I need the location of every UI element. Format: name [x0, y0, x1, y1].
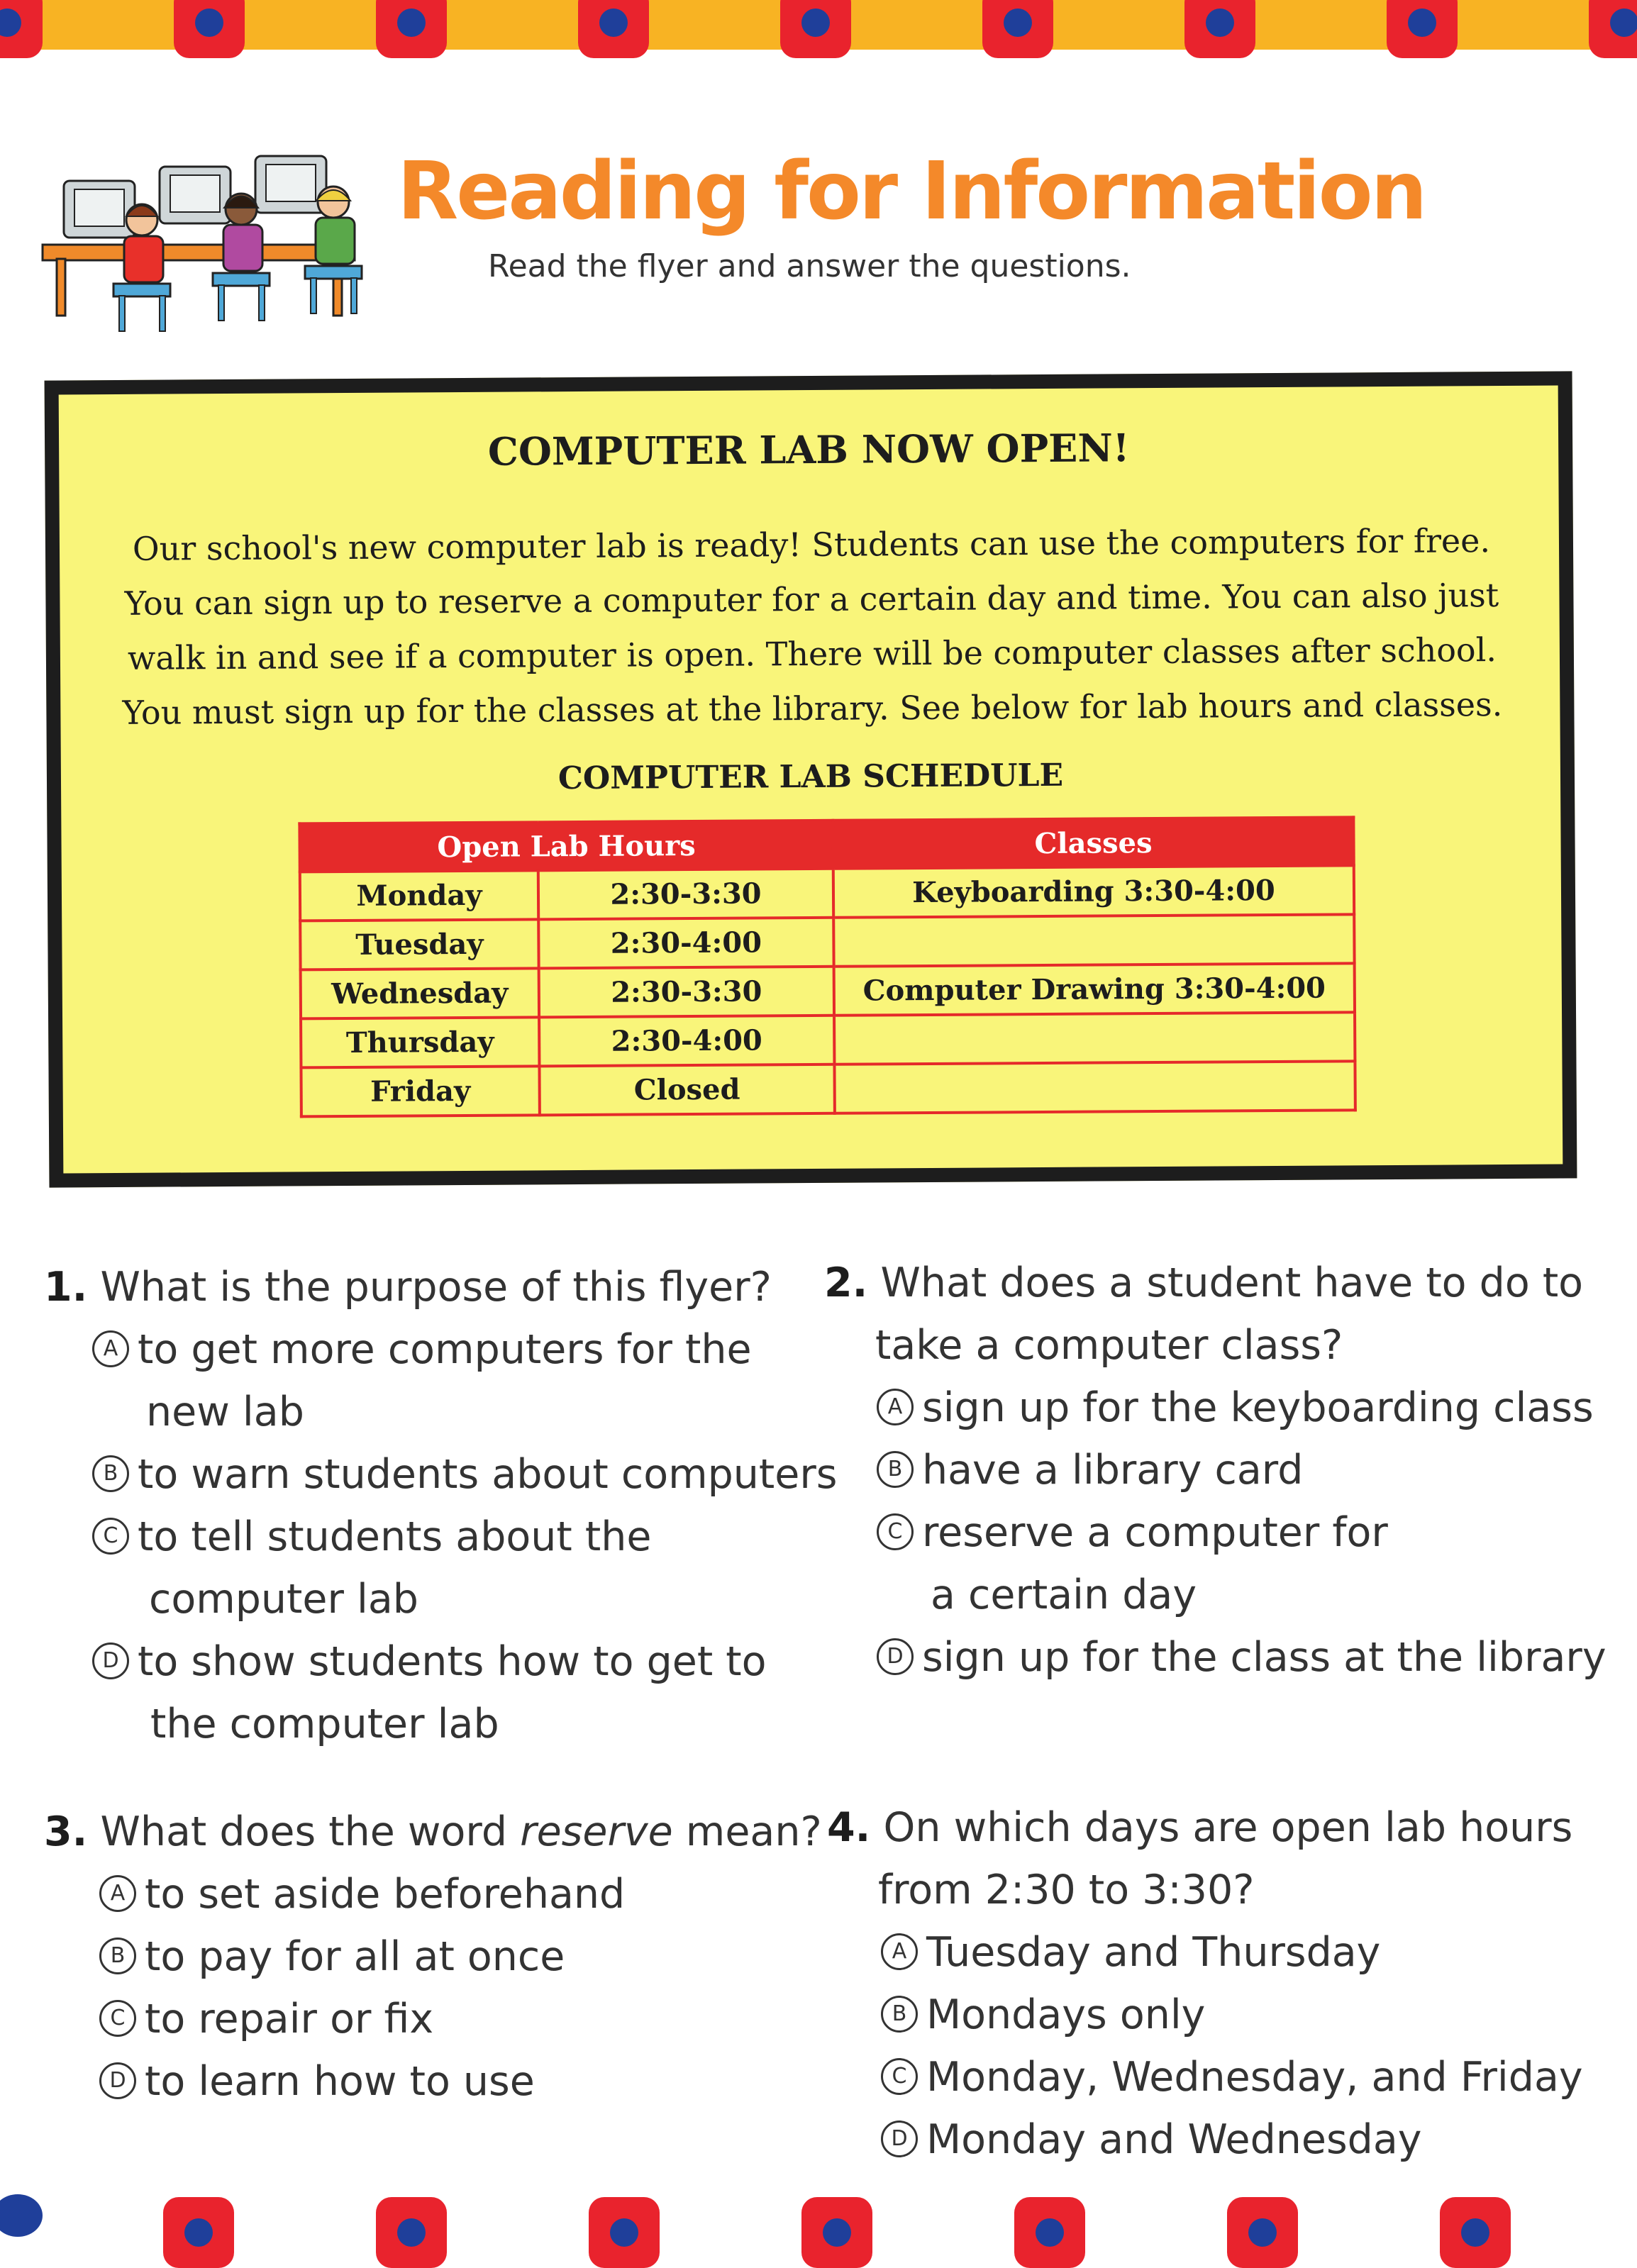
dot-tile: [982, 0, 1053, 58]
option-text: have a library card: [922, 1447, 1304, 1494]
table-row: [301, 1061, 1355, 1116]
option-text-continued: computer lab: [149, 1576, 418, 1623]
question-text: What does a student have to do to: [880, 1260, 1584, 1306]
dot-tile: [376, 2197, 447, 2268]
dot-tile: [174, 0, 245, 58]
answer-bubble[interactable]: B: [881, 1996, 918, 2033]
option-text: Mondays only: [926, 1991, 1206, 2038]
question-number: 1.: [44, 1264, 88, 1311]
question-stem: [824, 1260, 1583, 1306]
answer-bubble[interactable]: C: [99, 2000, 136, 2037]
hours-cell: 2:30-4:00: [539, 1016, 834, 1067]
day-cell: Wednesday: [301, 968, 539, 1018]
question-text: What is the purpose of this flyer?: [100, 1264, 772, 1311]
question-text: mean?: [672, 1808, 822, 1855]
answer-option-c[interactable]: [877, 1509, 1388, 1556]
option-text: Tuesday and Thursday: [926, 1929, 1381, 1976]
answer-bubble[interactable]: B: [877, 1451, 914, 1488]
answer-bubble[interactable]: D: [92, 1642, 129, 1679]
flyer-title: COMPUTER LAB NOW OPEN!: [487, 425, 1130, 474]
hours-cell: 2:30-4:00: [538, 918, 833, 969]
question-stem: [827, 1804, 1572, 1851]
class-cell: [834, 1061, 1355, 1113]
flyer: [45, 371, 1577, 1187]
class-cell: Computer Drawing 3:30-4:00: [834, 963, 1355, 1015]
flyer-line: You must sign up for the classes at the library. See below for lab hours and classes.: [122, 685, 1503, 732]
answer-bubble[interactable]: B: [92, 1455, 129, 1492]
day-cell: Thursday: [301, 1017, 539, 1067]
option-text-continued: the computer lab: [150, 1701, 499, 1747]
question-stem: [44, 1808, 822, 1855]
answer-option-d[interactable]: [877, 1634, 1607, 1681]
option-text: to get more computers for the: [138, 1326, 752, 1373]
answer-bubble[interactable]: D: [99, 2062, 136, 2099]
question-keyword: reserve: [520, 1808, 673, 1855]
hours-cell: 2:30-3:30: [539, 967, 834, 1018]
answer-option-d[interactable]: [881, 2116, 1422, 2163]
option-text: sign up for the keyboarding class: [922, 1384, 1594, 1431]
hours-cell: 2:30-3:30: [538, 869, 833, 920]
option-text: reserve a computer for: [922, 1509, 1388, 1556]
answer-bubble[interactable]: D: [877, 1638, 914, 1675]
class-cell: [834, 1012, 1355, 1064]
answer-option-a[interactable]: [99, 1871, 625, 1918]
dot-tile: [578, 0, 649, 58]
kids-at-computers-illustration: [35, 145, 369, 337]
day-cell: Monday: [300, 870, 538, 921]
column-header: Open Lab Hours: [299, 821, 833, 872]
dot-tile: [1440, 2197, 1511, 2268]
dot-tile: [801, 2197, 872, 2268]
answer-option-d[interactable]: [99, 2058, 535, 2105]
question-stem: [44, 1264, 772, 1311]
day-cell: Friday: [301, 1066, 539, 1116]
option-text: Monday and Wednesday: [926, 2116, 1422, 2163]
hours-cell: Closed: [539, 1064, 834, 1116]
answer-option-a[interactable]: [877, 1384, 1594, 1431]
table-row: [300, 914, 1354, 969]
option-text-continued: a certain day: [931, 1572, 1197, 1618]
dot-tile: [1227, 2197, 1298, 2268]
answer-bubble[interactable]: A: [877, 1389, 914, 1425]
dot-tile: [163, 2197, 234, 2268]
answer-option-a[interactable]: [881, 1929, 1380, 1976]
option-text: to repair or fix: [145, 1996, 434, 2042]
option-text: to set aside beforehand: [145, 1871, 626, 1918]
answer-option-b[interactable]: [877, 1447, 1303, 1494]
table-row: [301, 963, 1355, 1018]
class-cell: Keyboarding 3:30-4:00: [833, 865, 1354, 917]
answer-bubble[interactable]: A: [92, 1330, 129, 1367]
option-text: to learn how to use: [145, 2058, 535, 2105]
dot-tile: [1387, 0, 1458, 58]
question-text: What does the word: [100, 1808, 521, 1855]
option-text-continued: new lab: [146, 1389, 304, 1435]
option-text: to tell students about the: [138, 1513, 652, 1560]
option-text: to warn students about computers: [138, 1451, 838, 1498]
dot-tile: [780, 0, 851, 58]
flyer-line: walk in and see if a computer is open. There will be computer classes after school.: [127, 630, 1497, 677]
answer-option-d[interactable]: [92, 1638, 767, 1685]
dot-tile: [1589, 0, 1637, 58]
flyer-body: [102, 513, 1522, 740]
flyer-line: You can sign up to reserve a computer for a certain day and time. You can also just: [124, 576, 1499, 623]
page-subtitle: Read the flyer and answer the questions.: [488, 248, 1131, 284]
day-cell: Tuesday: [300, 919, 538, 969]
question-text-continued: from 2:30 to 3:30?: [878, 1867, 1255, 1913]
dot-tile: [1014, 2197, 1085, 2268]
answer-option-b[interactable]: [881, 1991, 1205, 2038]
option-text: to pay for all at once: [145, 1933, 565, 1980]
answer-option-b[interactable]: [99, 1933, 565, 1980]
question-number: 4.: [827, 1804, 871, 1851]
dot-tile: [589, 2197, 660, 2268]
answer-bubble[interactable]: A: [881, 1933, 918, 1970]
dot-tile: [1184, 0, 1255, 58]
schedule-table: [298, 816, 1357, 1118]
option-text: to show students how to get to: [138, 1638, 767, 1685]
answer-bubble[interactable]: D: [881, 2120, 918, 2157]
answer-option-b[interactable]: [92, 1451, 837, 1498]
question-text-continued: take a computer class?: [875, 1322, 1343, 1369]
answer-option-a[interactable]: [92, 1326, 752, 1373]
page-title: Reading for Information: [397, 145, 1426, 238]
dot-tile: [0, 0, 43, 58]
option-text: Monday, Wednesday, and Friday: [926, 2054, 1583, 2101]
answer-option-c[interactable]: [881, 2054, 1583, 2101]
schedule-title: COMPUTER LAB SCHEDULE: [557, 757, 1064, 797]
class-cell: [833, 914, 1354, 966]
question-text: On which days are open lab hours: [883, 1804, 1573, 1851]
table-header-row: [299, 817, 1353, 872]
option-text: sign up for the class at the library: [922, 1634, 1607, 1681]
answer-bubble[interactable]: A: [99, 1875, 136, 1912]
answer-bubble[interactable]: B: [99, 1938, 136, 1974]
column-header: Classes: [833, 817, 1353, 868]
page-number-badge: [0, 2194, 43, 2237]
answer-option-c[interactable]: [92, 1513, 651, 1560]
question-number: 2.: [824, 1260, 868, 1306]
answer-bubble[interactable]: C: [877, 1513, 914, 1550]
answer-option-c[interactable]: [99, 1996, 433, 2042]
table-row: [300, 865, 1354, 921]
table-row: [301, 1012, 1355, 1067]
answer-bubble[interactable]: C: [92, 1518, 129, 1555]
dot-tile: [376, 0, 447, 58]
answer-bubble[interactable]: C: [881, 2058, 918, 2095]
question-number: 3.: [44, 1808, 88, 1855]
flyer-line: Our school's new computer lab is ready! Students can use the computers for free.: [132, 521, 1491, 568]
